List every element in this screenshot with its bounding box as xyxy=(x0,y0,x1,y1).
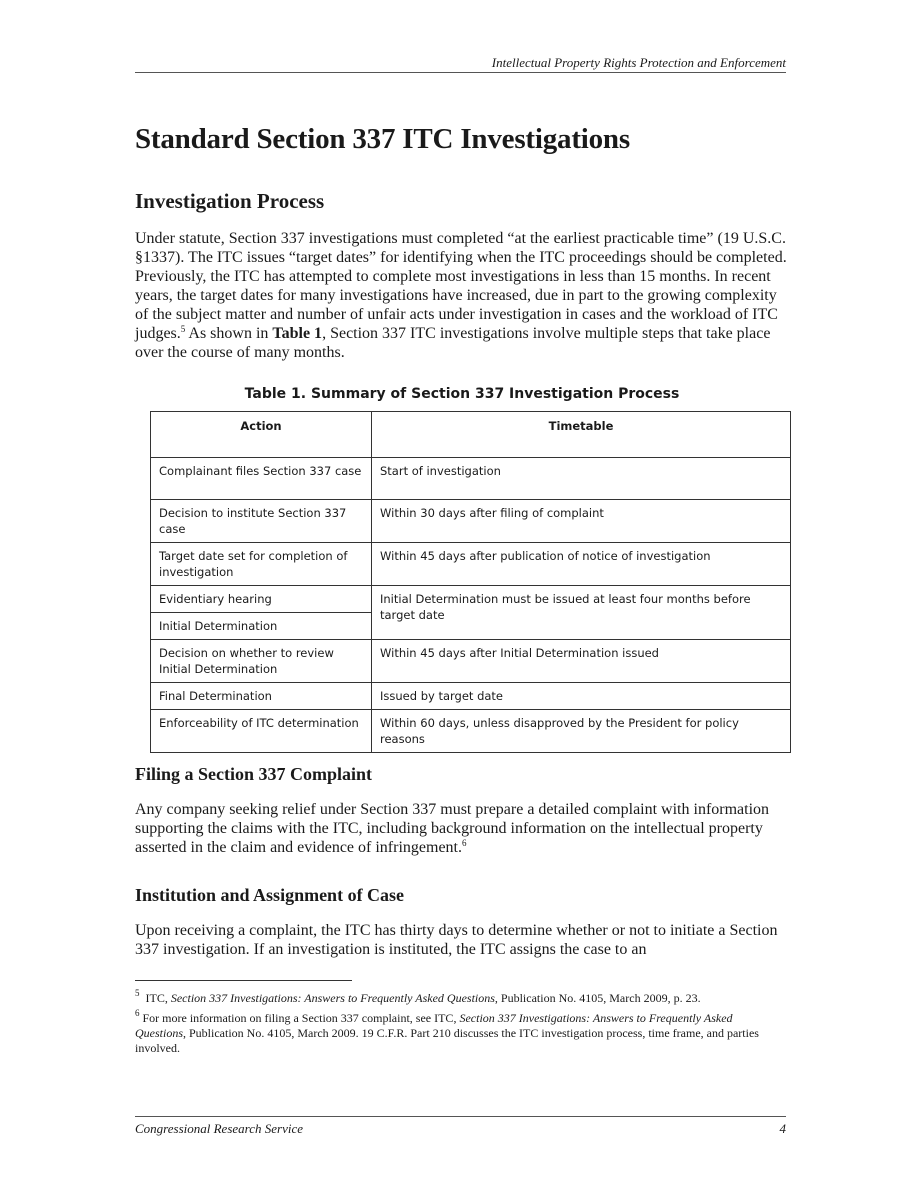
table-row xyxy=(151,543,791,586)
footnote-ref-6[interactable]: 6 xyxy=(461,838,467,848)
footer-rule xyxy=(135,1116,786,1117)
investigation-process-table xyxy=(150,411,791,753)
footnote-cited-title: Section 337 Investigations: Answers to Frequently Asked Questions xyxy=(135,1011,733,1040)
filing-paragraph xyxy=(135,800,789,857)
action-cell: Evidentiary hearing xyxy=(151,586,372,613)
footnote-text: ITC, xyxy=(145,991,171,1005)
timetable-cell: Issued by target date xyxy=(372,683,791,710)
action-cell: Decision to institute Section 337 case xyxy=(151,500,372,543)
action-cell: Complainant files Section 337 case xyxy=(151,458,372,500)
footnote-text: For more information on filing a Section 337 complaint, see ITC, xyxy=(142,1011,460,1025)
table-caption: Table 1. Summary of Section 337 Investigation Process xyxy=(244,386,680,402)
page-number: 4 xyxy=(779,1121,786,1136)
table-reference: Table 1 xyxy=(272,325,323,342)
timetable-cell: Within 60 days, unless disapproved by the President for policy reasons xyxy=(372,710,791,753)
section-heading-institution: Institution and Assignment of Case xyxy=(135,885,405,905)
table-row xyxy=(151,640,791,683)
table-header-row xyxy=(151,412,791,458)
footnote-rule xyxy=(135,980,352,981)
page-title: Standard Section 337 ITC Investigations xyxy=(135,123,630,155)
footnote-number: 6 xyxy=(135,1008,140,1018)
institution-paragraph: Upon receiving a complaint, the ITC has thirty days to determine whether or not to initiate a Section 337 investigation. If an investigation is instituted, the ITC assigns the case to an xyxy=(135,922,778,958)
footnote-6 xyxy=(135,1008,785,1056)
action-cell: Target date set for completion of investigation xyxy=(151,543,372,586)
timetable-cell: Start of investigation xyxy=(372,458,791,500)
header-rule xyxy=(135,72,786,73)
timetable-cell: Within 30 days after filing of complaint xyxy=(372,500,791,543)
table-row xyxy=(151,683,791,710)
section-heading-filing: Filing a Section 337 Complaint xyxy=(135,764,373,784)
footnote-text: , Publication No. 4105, March 2009. 19 C.F.R. Part 210 discusses the ITC investigation process, time frame, and parties involved. xyxy=(135,1026,759,1055)
action-cell: Final Determination xyxy=(151,683,372,710)
timetable-cell: Within 45 days after Initial Determination issued xyxy=(372,640,791,683)
footnote-text: , Publication No. 4105, March 2009, p. 23. xyxy=(494,991,701,1005)
footnote-5 xyxy=(135,988,785,1006)
footnote-number: 5 xyxy=(135,988,140,998)
footnote-ref-5[interactable]: 5 xyxy=(180,324,186,334)
investigation-process-paragraph xyxy=(135,229,789,362)
table-row xyxy=(151,458,791,500)
timetable-cell: Within 45 days after publication of notice of investigation xyxy=(372,543,791,586)
action-cell: Initial Determination xyxy=(151,613,372,640)
footer-publisher: Congressional Research Service xyxy=(135,1121,303,1136)
column-header-action: Action xyxy=(151,412,372,458)
section-heading-investigation-process: Investigation Process xyxy=(135,189,325,213)
timetable-cell: Initial Determination must be issued at least four months before target date xyxy=(372,586,791,640)
running-header: Intellectual Property Rights Protection and Enforcement xyxy=(491,55,786,70)
table-row xyxy=(151,586,791,613)
table-row xyxy=(151,500,791,543)
paragraph-text: As shown in xyxy=(185,325,273,342)
paragraph-text: Any company seeking relief under Section 337 must prepare a detailed complaint with information supporting the claims with the ITC, including background information on the intellectual property asserted in the claim and evidence of infringement. xyxy=(135,801,770,856)
paragraph-text: Under statute, Section 337 investigations must completed “at the earliest practicable time” (19 U.S.C. §1337). The ITC issues “target dates” for identifying when the ITC proceedings should be completed. Previously, the ITC has attempted to complete most investigations in less than 15 months. In recent years, the target dates for many investigations have increased, due in part to the growing complexity of the subject matter and number of unfair acts under investigation in cases and the workload of ITC judges. xyxy=(135,230,787,342)
column-header-timetable: Timetable xyxy=(372,412,791,458)
paragraph-text: , Section 337 ITC investigations involve multiple steps that take place over the course of many months. xyxy=(135,325,771,361)
table-row xyxy=(151,710,791,753)
action-cell: Enforceability of ITC determination xyxy=(151,710,372,753)
footnote-cited-title: Section 337 Investigations: Answers to Frequently Asked Questions xyxy=(170,991,495,1005)
action-cell: Decision on whether to review Initial Determination xyxy=(151,640,372,683)
